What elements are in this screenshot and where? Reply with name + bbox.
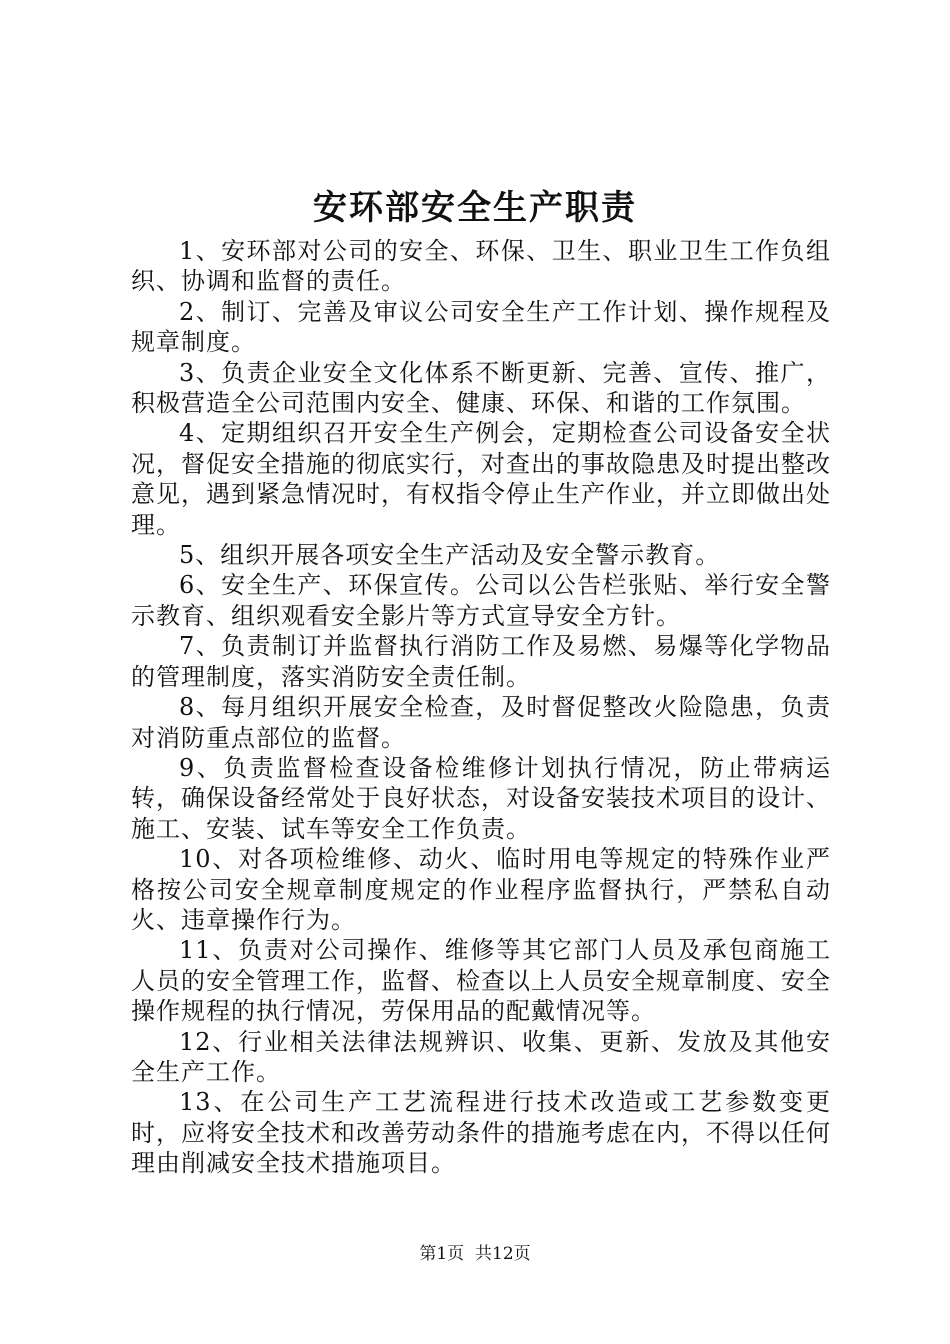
paragraph-4: 4、定期组织召开安全生产例会，定期检查公司设备安全状况，督促安全措施的彻底实行，对查出的事故隐患及时提出整改意见，遇到紧急情况时，有权指令停止生产作业，并立即做出处理。 xyxy=(131,419,831,539)
paragraph-7: 7、负责制订并监督执行消防工作及易燃、易爆等化学物品的管理制度，落实消防安全责任制。 xyxy=(131,632,831,691)
paragraph-10: 10、对各项检维修、动火、临时用电等规定的特殊作业严格按公司安全规章制度规定的作业程序监督执行，严禁私自动火、违章操作行为。 xyxy=(131,845,831,934)
paragraph-5: 5、组织开展各项安全生产活动及安全警示教育。 xyxy=(179,541,721,570)
document-title: 安环部安全生产职责 xyxy=(313,188,637,228)
page-total: 共12页 xyxy=(475,1244,531,1264)
paragraph-1: 1、安环部对公司的安全、环保、卫生、职业卫生工作负组织、协调和监督的责任。 xyxy=(131,237,831,296)
paragraph-12: 12、行业相关法律法规辨识、收集、更新、发放及其他安全生产工作。 xyxy=(131,1027,831,1086)
paragraph-8: 8、每月组织开展安全检查，及时督促整改火险隐患，负责对消防重点部位的监督。 xyxy=(131,693,831,752)
document-body xyxy=(131,236,831,1179)
paragraph-2: 2、制订、完善及审议公司安全生产工作计划、操作规程及规章制度。 xyxy=(131,297,831,357)
page-number: 第1页 xyxy=(419,1244,465,1264)
paragraph-11: 11、负责对公司操作、维修等其它部门人员及承包商施工人员的安全管理工作，监督、检查以上人员安全规章制度、安全操作规程的执行情况，劳保用品的配戴情况等。 xyxy=(131,936,831,1026)
paragraph-6: 6、安全生产、环保宣传。公司以公告栏张贴、举行安全警示教育、组织观看安全影片等方式宣导安全方针。 xyxy=(131,571,831,630)
paragraph-13: 13、在公司生产工艺流程进行技术改造或工艺参数变更时，应将安全技术和改善劳动条件的措施考虑在内，不得以任何理由削减安全技术措施项目。 xyxy=(131,1088,831,1178)
paragraph-3: 3、负责企业安全文化体系不断更新、完善、宣传、推广，积极营造全公司范围内安全、健康、环保、和谐的工作氛围。 xyxy=(131,358,831,418)
page-footer xyxy=(0,1243,950,1265)
paragraph-9: 9、负责监督检查设备检维修计划执行情况，防止带病运转，确保设备经常处于良好状态，对设备安装技术项目的设计、施工、安装、试车等安全工作负责。 xyxy=(131,753,831,843)
